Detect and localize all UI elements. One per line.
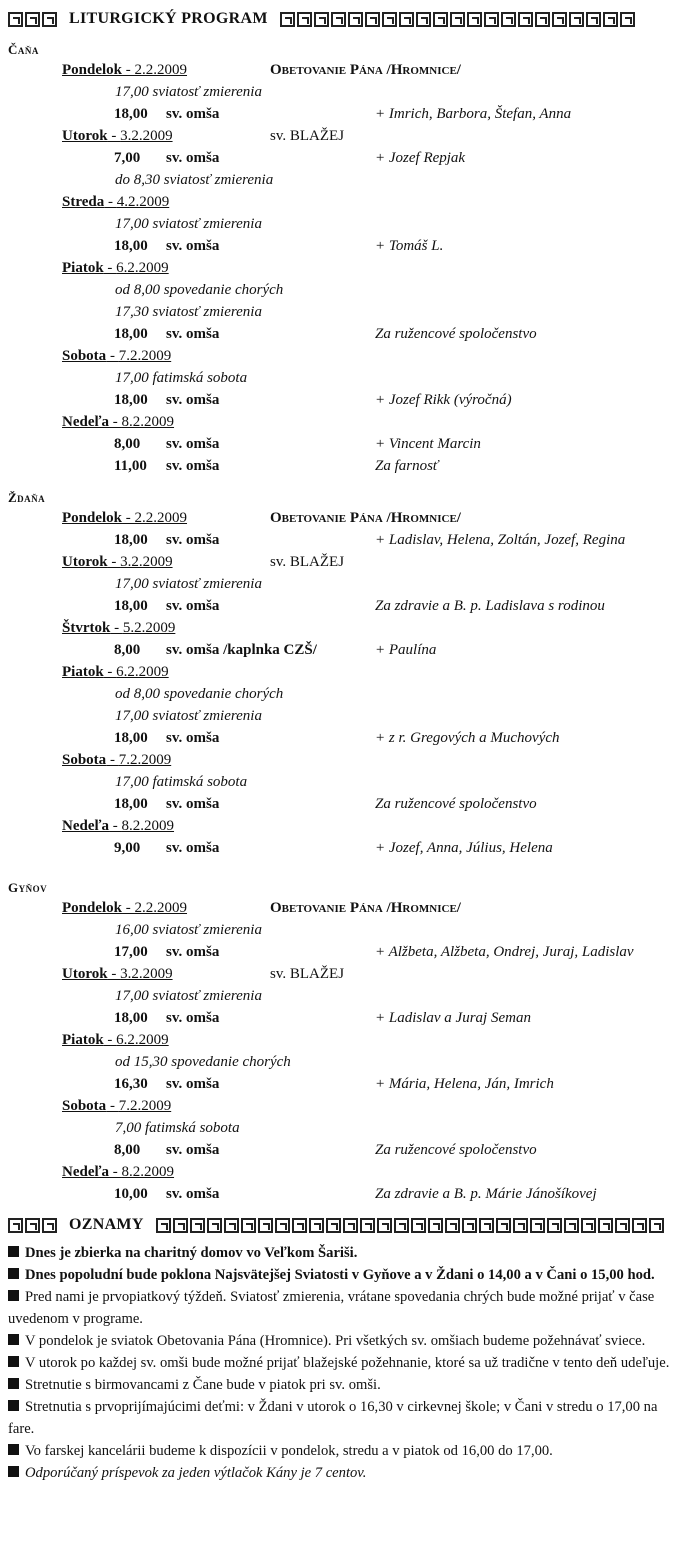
day-name: Streda [62,194,105,210]
mass-label: sv. omša [166,326,220,342]
greek-key-tile [365,12,380,27]
day-separator: - [106,348,119,364]
bullet-square-icon [8,1466,19,1477]
day-separator: - [103,260,117,276]
day-date: 2.2.2009 [134,510,188,526]
greek-key-tile [433,12,448,27]
schedule-note: 16,00 sviatosť zmierenia [115,922,262,938]
bullet-square-icon [8,1268,19,1279]
mass-intention: + Tomáš L. [375,238,444,254]
mass-time: 18,00 [114,238,148,254]
day-separator: - [103,1032,117,1048]
mass-time: 16,30 [114,1076,148,1092]
mass-time: 8,00 [114,642,141,658]
notice-item [8,1264,680,1286]
day-heading [62,62,187,82]
greek-key-tile [581,1218,596,1233]
mass-time: 9,00 [114,840,141,856]
day-name: Sobota [62,752,107,768]
mass-time: 18,00 [114,730,148,746]
day-heading [62,194,169,214]
greek-key-tile [292,1218,307,1233]
greek-key-tile [309,1218,324,1233]
mass-label: sv. omša [166,238,220,254]
day-date: 2.2.2009 [134,62,188,78]
greek-key-tile [394,1218,409,1233]
greek-key-tile [156,1218,171,1233]
greek-key-tile [399,12,414,27]
day-separator: - [104,194,117,210]
parish-name: Gyňov [8,880,48,895]
mass-time: 8,00 [114,1142,141,1158]
greek-key-tile [467,12,482,27]
mass-intention: + z r. Gregových a Muchových [375,730,560,746]
greek-key-tile [445,1218,460,1233]
day-name: Utorok [62,554,108,570]
day-date: 7.2.2009 [118,348,172,364]
greek-key-tile [598,1218,613,1233]
day-heading [62,414,174,434]
notice-item [8,1462,680,1484]
greek-key-tile [484,12,499,27]
mass-label: sv. omša [166,1186,220,1202]
greek-key-tile [479,1218,494,1233]
greek-key-tile [649,1218,664,1233]
parish-name: Čaňa [8,42,39,57]
schedule-note: do 8,30 sviatosť zmierenia [115,172,274,188]
day-heading [62,818,174,838]
greek-key-tile [518,12,533,27]
greek-key-tile [314,12,329,27]
greek-key-tile [496,1218,511,1233]
mass-time: 8,00 [114,436,141,452]
day-heading [62,1032,169,1052]
parish-name: Ždaňa [8,490,46,505]
liturgical-program-band [8,8,635,30]
day-heading [62,966,173,986]
day-heading [62,620,175,640]
greek-key-tile [25,12,40,27]
notices-list [8,1242,680,1484]
greek-key-tile [25,1218,40,1233]
feast-name: Obetovanie Pána /Hromnice/ [270,510,461,526]
mass-label: sv. omša [166,598,220,614]
mass-intention: Za ružencové spoločenstvo [375,1142,537,1158]
mass-intention: + Mária, Helena, Ján, Imrich [375,1076,554,1092]
greek-key-tile [360,1218,375,1233]
greek-key-tile [620,12,635,27]
bullet-square-icon [8,1444,19,1455]
greek-key-tile [382,12,397,27]
mass-intention: Za zdravie a B. p. Ladislava s rodinou [375,598,605,614]
mass-time: 18,00 [114,598,148,614]
mass-label: sv. omša [166,1010,220,1026]
greek-key-tile [258,1218,273,1233]
day-name: Sobota [62,348,107,364]
day-date: 5.2.2009 [122,620,176,636]
day-name: Utorok [62,128,108,144]
greek-key-tile [569,12,584,27]
greek-key-tile [280,12,295,27]
feast-name: Obetovanie Pána /Hromnice/ [270,900,461,916]
mass-label: sv. omša [166,944,220,960]
mass-time: 17,00 [114,944,148,960]
day-name: Nedeľa [62,414,110,430]
greek-key-tile [224,1218,239,1233]
day-heading [62,348,171,368]
greek-key-tile [416,12,431,27]
day-name: Piatok [62,1032,104,1048]
greek-key-ornament-icon [8,1218,57,1233]
day-name: Pondelok [62,510,123,526]
day-date: 3.2.2009 [120,966,173,982]
day-name: Nedeľa [62,818,110,834]
notices-band [8,1214,664,1236]
mass-time: 7,00 [114,150,141,166]
mass-intention: + Jozef Repjak [375,150,466,166]
day-heading [62,510,187,530]
day-separator: - [122,900,135,916]
day-heading [62,752,171,772]
mass-label: sv. omša [166,532,220,548]
day-heading [62,1164,174,1184]
greek-key-tile [603,12,618,27]
mass-intention: + Imrich, Barbora, Štefan, Anna [375,106,572,122]
day-date: 7.2.2009 [118,1098,172,1114]
day-name: Pondelok [62,900,123,916]
mass-label: sv. omša [166,436,220,452]
mass-time: 18,00 [114,1010,148,1026]
mass-time: 18,00 [114,532,148,548]
mass-label: sv. omša [166,730,220,746]
mass-label: sv. omša [166,840,220,856]
greek-key-tile [411,1218,426,1233]
day-name: Štvrtok [62,620,111,636]
greek-key-tile [42,12,57,27]
notice-item [8,1374,680,1396]
mass-label: sv. omša [166,1076,220,1092]
mass-intention: + Alžbeta, Alžbeta, Ondrej, Juraj, Ladislav [375,944,634,960]
day-date: 4.2.2009 [116,194,170,210]
greek-key-tile [173,1218,188,1233]
mass-intention: + Jozef, Anna, Július, Helena [375,840,553,856]
greek-key-tile [343,1218,358,1233]
greek-key-tile [207,1218,222,1233]
saint-name: sv. BLAŽEJ [270,554,345,570]
greek-key-tile [501,12,516,27]
greek-key-tile [326,1218,341,1233]
day-separator: - [107,128,121,144]
day-name: Sobota [62,1098,107,1114]
greek-key-tile [513,1218,528,1233]
mass-label: sv. omša [166,150,220,166]
mass-time: 18,00 [114,106,148,122]
day-date: 8.2.2009 [121,414,175,430]
day-date: 7.2.2009 [118,752,172,768]
day-date: 6.2.2009 [116,1032,169,1048]
schedule-note: od 15,30 spovedanie chorých [115,1054,291,1070]
bullet-square-icon [8,1290,19,1301]
mass-intention: Za ružencové spoločenstvo [375,326,537,342]
day-name: Piatok [62,260,104,276]
mass-intention: + Ladislav a Juraj Seman [375,1010,531,1026]
greek-key-tile [8,12,23,27]
notice-text: V pondelok je sviatok Obetovania Pána (Hromnice). Pri všetkých sv. omšiach budeme požehnávať sviece. [25,1333,646,1349]
mass-intention: + Paulína [375,642,437,658]
schedule-note: 17,00 sviatosť zmierenia [115,988,262,1004]
greek-key-tile [275,1218,290,1233]
day-heading [62,664,169,684]
day-separator: - [109,414,122,430]
greek-key-tile [42,1218,57,1233]
notice-item [8,1440,680,1462]
greek-key-ornament-icon [280,12,635,27]
greek-key-tile [190,1218,205,1233]
greek-key-tile [632,1218,647,1233]
greek-key-tile [331,12,346,27]
day-heading [62,128,173,148]
greek-key-tile [547,1218,562,1233]
day-date: 8.2.2009 [121,1164,175,1180]
schedule-note: 17,00 fatimská sobota [115,774,248,790]
greek-key-ornament-icon [8,12,57,27]
mass-label: sv. omša [166,796,220,812]
day-name: Nedeľa [62,1164,110,1180]
mass-intention: + Jozef Rikk (výročná) [375,392,512,408]
greek-key-tile [530,1218,545,1233]
greek-key-tile [241,1218,256,1233]
greek-key-tile [535,12,550,27]
greek-key-tile [450,12,465,27]
greek-key-ornament-icon [156,1218,664,1233]
mass-intention: Za ružencové spoločenstvo [375,796,537,812]
day-date: 8.2.2009 [121,818,175,834]
greek-key-tile [586,12,601,27]
day-separator: - [110,620,123,636]
greek-key-tile [428,1218,443,1233]
notice-text: Stretnutie s birmovancami z Čane bude v piatok pri sv. omši. [25,1377,381,1393]
day-name: Pondelok [62,62,123,78]
notice-text: Dnes je zbierka na charitný domov vo Veľkom Šariši. [25,1245,358,1261]
day-date: 3.2.2009 [120,128,173,144]
bullet-square-icon [8,1400,19,1411]
schedule-note: 17,00 sviatosť zmierenia [115,216,262,232]
day-separator: - [109,818,122,834]
greek-key-tile [8,1218,23,1233]
notices-title: OZNAMY [69,1216,144,1233]
mass-intention: Za farnosť [375,458,439,474]
mass-intention: + Vincent Marcin [375,436,481,452]
day-separator: - [109,1164,122,1180]
day-date: 3.2.2009 [120,554,173,570]
day-separator: - [107,966,121,982]
greek-key-tile [377,1218,392,1233]
saint-name: sv. BLAŽEJ [270,966,345,982]
day-separator: - [106,1098,119,1114]
notice-text: V utorok po každej sv. omši bude možné prijať blažejské požehnanie, ktoré sa už tradične v tento deň udeľuje. [25,1355,670,1371]
mass-label: sv. omša /kaplnka CZŠ/ [166,642,317,658]
notice-item [8,1286,680,1330]
day-separator: - [107,554,121,570]
day-name: Utorok [62,966,108,982]
notice-item [8,1330,680,1352]
feast-name: Obetovanie Pána /Hromnice/ [270,62,461,78]
day-name: Piatok [62,664,104,680]
schedule-note: od 8,00 spovedanie chorých [115,686,284,702]
schedule-note: 17,00 sviatosť zmierenia [115,576,262,592]
schedule-note: 7,00 fatimská sobota [115,1120,240,1136]
day-heading [62,260,169,280]
day-heading [62,1098,171,1118]
mass-time: 18,00 [114,326,148,342]
mass-time: 18,00 [114,796,148,812]
mass-intention: + Ladislav, Helena, Zoltán, Jozef, Regina [375,532,626,548]
notice-text: Pred nami je prvopiatkový týždeň. Sviatosť zmierenia, vrátane spovedania chrých bude možné prijať v čase uvedenom v programe. [8,1289,655,1327]
greek-key-tile [348,12,363,27]
mass-label: sv. omša [166,458,220,474]
schedule-note: 17,00 sviatosť zmierenia [115,708,262,724]
mass-label: sv. omša [166,106,220,122]
liturgical-program-title: LITURGICKÝ PROGRAM [69,10,268,27]
notice-text: Vo farskej kancelárii budeme k dispozícii v pondelok, stredu a v piatok od 16,00 do 17,00. [25,1443,553,1459]
greek-key-tile [552,12,567,27]
mass-label: sv. omša [166,392,220,408]
bullet-square-icon [8,1378,19,1389]
bullet-square-icon [8,1334,19,1345]
day-date: 6.2.2009 [116,260,169,276]
day-date: 6.2.2009 [116,664,169,680]
notice-text: Stretnutia s prvoprijímajúcimi deťmi: v Ždani v utorok o 16,30 v cirkevnej škole; v Čani v stredu o 17,00 na fare. [8,1399,658,1437]
notice-text: Odporúčaný príspevok za jeden výtlačok Kány je 7 centov. [25,1465,367,1481]
bullet-square-icon [8,1246,19,1257]
greek-key-tile [615,1218,630,1233]
notice-text: Dnes popoludní bude poklona Najsvätejšej Sviatosti v Gyňove a v Ždani o 14,00 a v Čani o 15,00 hod. [25,1267,655,1283]
day-separator: - [103,664,117,680]
day-separator: - [106,752,119,768]
day-heading [62,900,187,920]
mass-label: sv. omša [166,1142,220,1158]
notice-item [8,1396,680,1440]
bullet-square-icon [8,1356,19,1367]
greek-key-tile [462,1218,477,1233]
mass-intention: Za zdravie a B. p. Márie Jánošíkovej [375,1186,597,1202]
schedule-note: 17,00 fatimská sobota [115,370,248,386]
schedule-note: 17,30 sviatosť zmierenia [115,304,262,320]
day-date: 2.2.2009 [134,900,188,916]
mass-time: 11,00 [114,458,147,474]
day-separator: - [122,62,135,78]
schedule-note: od 8,00 spovedanie chorých [115,282,284,298]
notice-item [8,1242,680,1264]
mass-time: 18,00 [114,392,148,408]
greek-key-tile [564,1218,579,1233]
schedule-note: 17,00 sviatosť zmierenia [115,84,262,100]
greek-key-tile [297,12,312,27]
mass-time: 10,00 [114,1186,148,1202]
notice-item [8,1352,680,1374]
day-heading [62,554,173,574]
day-separator: - [122,510,135,526]
saint-name: sv. BLAŽEJ [270,128,345,144]
